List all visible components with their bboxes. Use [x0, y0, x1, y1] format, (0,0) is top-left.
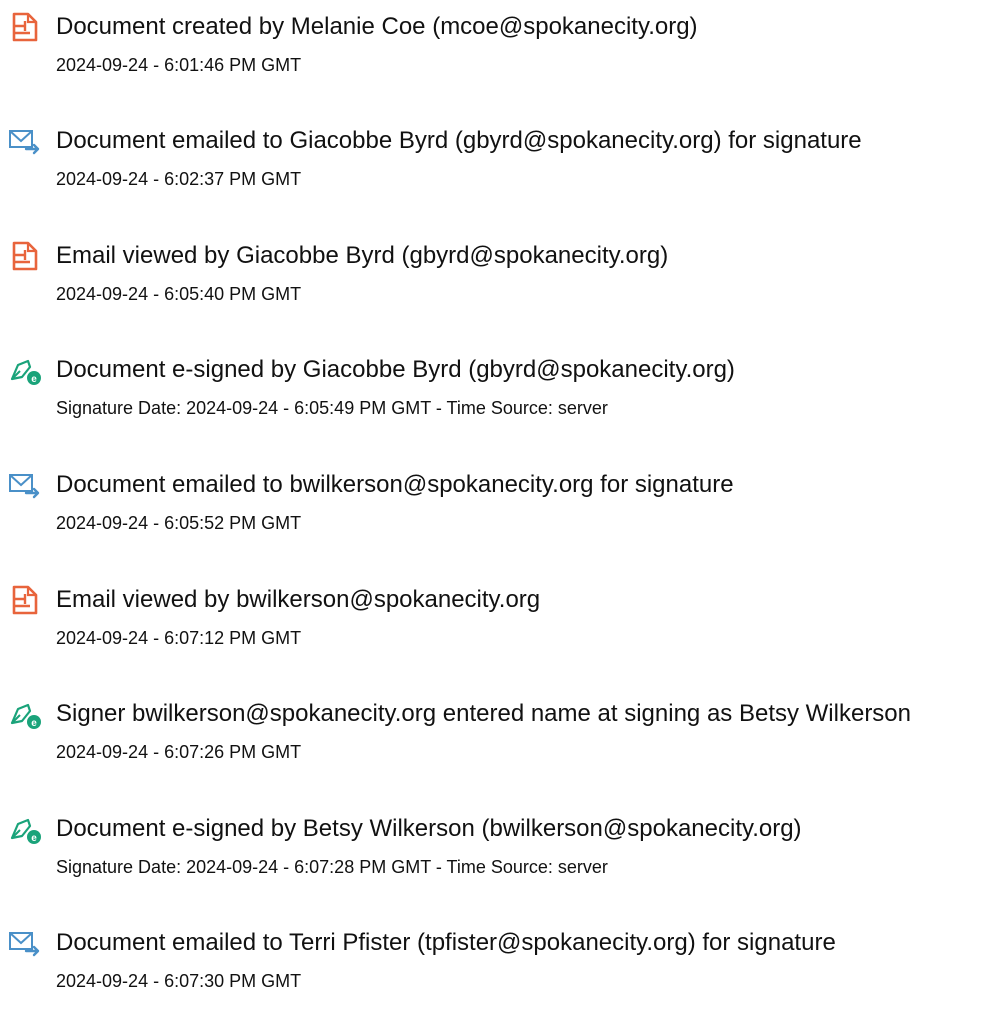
event-title: Document e-signed by Betsy Wilkerson (bwilkerson@spokanecity.org)	[56, 815, 802, 842]
document-created-icon	[8, 10, 42, 44]
pen-signed-icon	[8, 697, 42, 731]
email-sent-icon	[8, 468, 42, 502]
event-title: Email viewed by bwilkerson@spokanecity.org	[56, 586, 541, 613]
event-title: Document e-signed by Giacobbe Byrd (gbyrd@spokanecity.org)	[56, 356, 735, 383]
pen-signed-icon	[8, 812, 42, 846]
event-timestamp: 2024-09-24 - 6:01:46 PM GMT	[56, 55, 302, 75]
event-timestamp: 2024-09-24 - 6:05:40 PM GMT	[56, 284, 302, 304]
event-document-emailed	[0, 124, 1008, 234]
event-timestamp: Signature Date: 2024-09-24 - 6:05:49 PM GMT - Time Source: server	[56, 398, 608, 418]
event-timestamp: 2024-09-24 - 6:07:12 PM GMT	[56, 628, 302, 648]
document-created-icon	[8, 239, 42, 273]
event-email-viewed	[0, 583, 1008, 693]
svg-text:e: e	[31, 833, 37, 844]
event-email-viewed	[0, 239, 1008, 349]
email-sent-icon	[8, 926, 42, 960]
svg-text:e: e	[31, 374, 37, 385]
event-title: Signer bwilkerson@spokanecity.org entered name at signing as Betsy Wilkerson	[56, 700, 911, 727]
event-document-created	[0, 10, 1008, 120]
email-sent-icon	[8, 124, 42, 158]
event-timestamp: 2024-09-24 - 6:02:37 PM GMT	[56, 169, 302, 189]
event-document-esigned	[0, 353, 1008, 463]
event-title: Document emailed to bwilkerson@spokanecity.org for signature	[56, 471, 734, 498]
event-timestamp: 2024-09-24 - 6:07:26 PM GMT	[56, 742, 302, 762]
event-title: Document emailed to Giacobbe Byrd (gbyrd@spokanecity.org) for signature	[56, 127, 862, 154]
event-signer-entered-name	[0, 697, 1008, 807]
pen-signed-icon	[8, 353, 42, 387]
event-timestamp: 2024-09-24 - 6:07:30 PM GMT	[56, 971, 302, 991]
event-title: Document emailed to Terri Pfister (tpfister@spokanecity.org) for signature	[56, 929, 836, 956]
event-document-emailed	[0, 926, 1008, 1036]
svg-text:e: e	[31, 718, 37, 729]
document-created-icon	[8, 583, 42, 617]
event-title: Email viewed by Giacobbe Byrd (gbyrd@spokanecity.org)	[56, 242, 669, 269]
event-title: Document created by Melanie Coe (mcoe@spokanecity.org)	[56, 13, 698, 40]
event-document-emailed	[0, 468, 1008, 578]
event-timestamp: Signature Date: 2024-09-24 - 6:07:28 PM GMT - Time Source: server	[56, 857, 608, 877]
event-timestamp: 2024-09-24 - 6:05:52 PM GMT	[56, 513, 302, 533]
event-document-esigned	[0, 812, 1008, 922]
